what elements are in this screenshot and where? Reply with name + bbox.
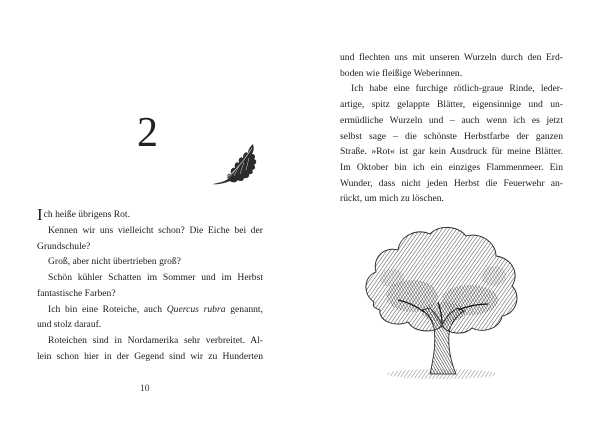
text-line: selbst sage – die schönste Herbstfarbe der ganzen [340, 130, 563, 142]
text-line: Straße. »Rot« ist gar kein Ausdruck für meine Blätter. [340, 146, 563, 158]
text-line: Ich bin eine Roteiche, auch Quercus rubra genannt, [48, 303, 263, 315]
text-line: Groß, aber nicht übertrieben groß? [48, 256, 181, 268]
dropcap: I [37, 205, 43, 224]
text-line: Schön kühler Schatten im Sommer und im Herbst [48, 272, 263, 284]
latin-name: Quercus rubra [166, 303, 226, 315]
text-line: Ich habe eine furchige rötlich-graue Rinde, leder- [351, 83, 563, 95]
left-page-text [37, 206, 263, 364]
right-page-text [340, 50, 563, 207]
text-line: Wunder, dass nicht jeden Herbst die Feuerwehr an- [340, 177, 563, 189]
text-line: und stolz darauf. [37, 319, 102, 331]
oak-leaf-icon [208, 138, 260, 190]
text-line: boden wie fleißige Weberinnen. [340, 67, 463, 79]
text-line: Kennen wir uns vielleicht schon? Die Eiche bei der [48, 225, 263, 236]
text-line: Ich heiße übrigens Rot. [37, 205, 130, 224]
text-line: Roteichen sind in Nordamerika sehr verbreitet. Al- [48, 334, 263, 346]
text-line: rückt, um mich zu löschen. [340, 193, 444, 205]
page-number: 10 [140, 383, 150, 394]
text-line: artige, spitz gelappte Blätter, eigensinnige und un- [340, 99, 563, 111]
text-line: Im Oktober bin ich ein einziges Flammenmeer. Ein [340, 161, 563, 173]
text-line: und flechten uns mit unseren Wurzeln durch den Erd- [340, 52, 563, 63]
text-line: fantastische Farben? [37, 287, 116, 299]
oak-tree-illustration [352, 216, 530, 384]
right-page [300, 0, 600, 426]
text-line: ermüdliche Wurzeln und – auch wenn ich es jetzt [340, 114, 563, 126]
text-line: lein schon hier in der Gegend sind wir zu Hunderten [37, 350, 263, 362]
text-line: Grundschule? [37, 240, 91, 252]
chapter-number: 2 [137, 110, 158, 156]
